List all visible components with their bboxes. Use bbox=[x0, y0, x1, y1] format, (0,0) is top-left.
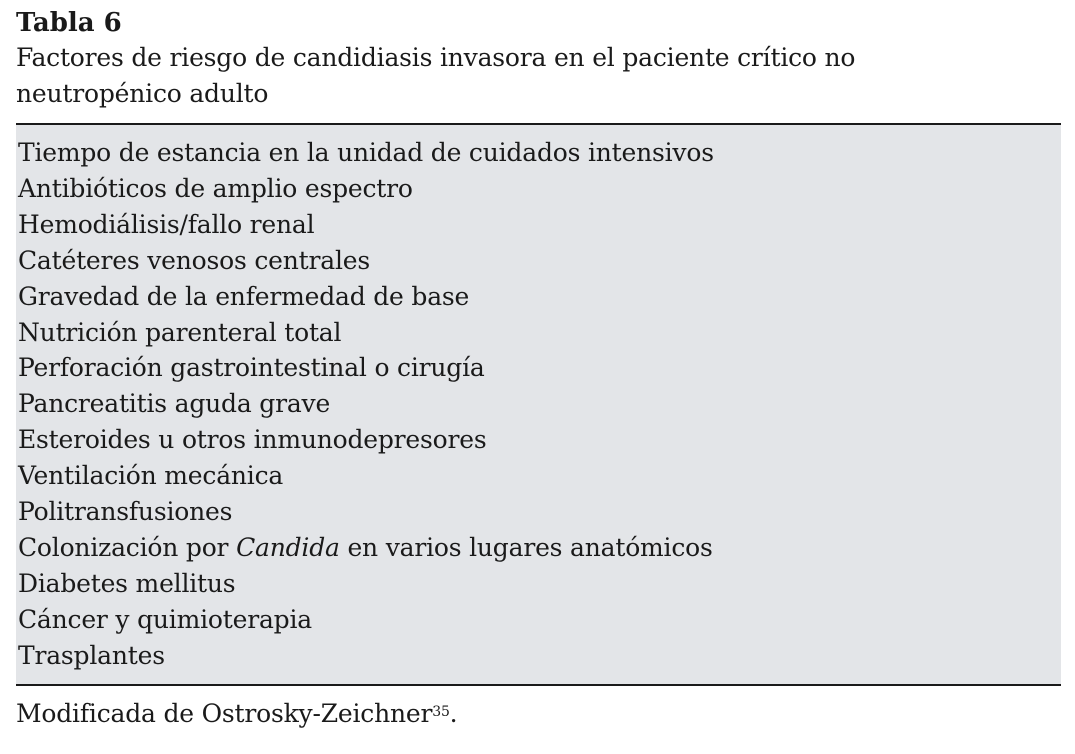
table-row: Cáncer y quimioterapia bbox=[18, 604, 312, 634]
table-row: Perforación gastrointestinal o cirugía bbox=[18, 353, 485, 383]
table-footnote bbox=[16, 696, 1061, 732]
row-text-before: Colonización por bbox=[18, 532, 237, 562]
row-text-italic: Candida bbox=[236, 532, 340, 562]
table-row bbox=[18, 530, 1061, 566]
footnote-text: Modificada de Ostrosky-Zeichner bbox=[16, 698, 433, 728]
table-row: Trasplantes bbox=[18, 640, 165, 670]
table-row: Hemodiálisis/fallo renal bbox=[18, 209, 315, 239]
table-label: Tabla 6 bbox=[16, 8, 122, 38]
table-row: Catéteres venosos centrales bbox=[18, 245, 370, 275]
footnote-reference: 35 bbox=[432, 703, 450, 720]
table-caption: Factores de riesgo de candidiasis invasora en el paciente crítico no neutropénico adulto bbox=[16, 43, 856, 108]
table-row: Pancreatitis aguda grave bbox=[18, 389, 331, 419]
table-row: Ventilación mecánica bbox=[18, 461, 284, 491]
table-row: Gravedad de la enfermedad de base bbox=[18, 281, 470, 311]
table-row: Politransfusiones bbox=[18, 497, 233, 527]
table-row: Antibióticos de amplio espectro bbox=[18, 173, 413, 203]
row-text-after: en varios lugares anatómicos bbox=[339, 532, 713, 562]
table-body bbox=[16, 125, 1061, 684]
table-row: Nutrición parenteral total bbox=[18, 317, 342, 347]
table-6 bbox=[16, 6, 1061, 732]
footnote-end: . bbox=[449, 698, 458, 728]
bottom-rule bbox=[16, 684, 1061, 686]
table-row: Esteroides u otros inmunodepresores bbox=[18, 425, 487, 455]
table-row: Diabetes mellitus bbox=[18, 568, 236, 598]
table-row: Tiempo de estancia en la unidad de cuidados intensivos bbox=[18, 138, 714, 167]
